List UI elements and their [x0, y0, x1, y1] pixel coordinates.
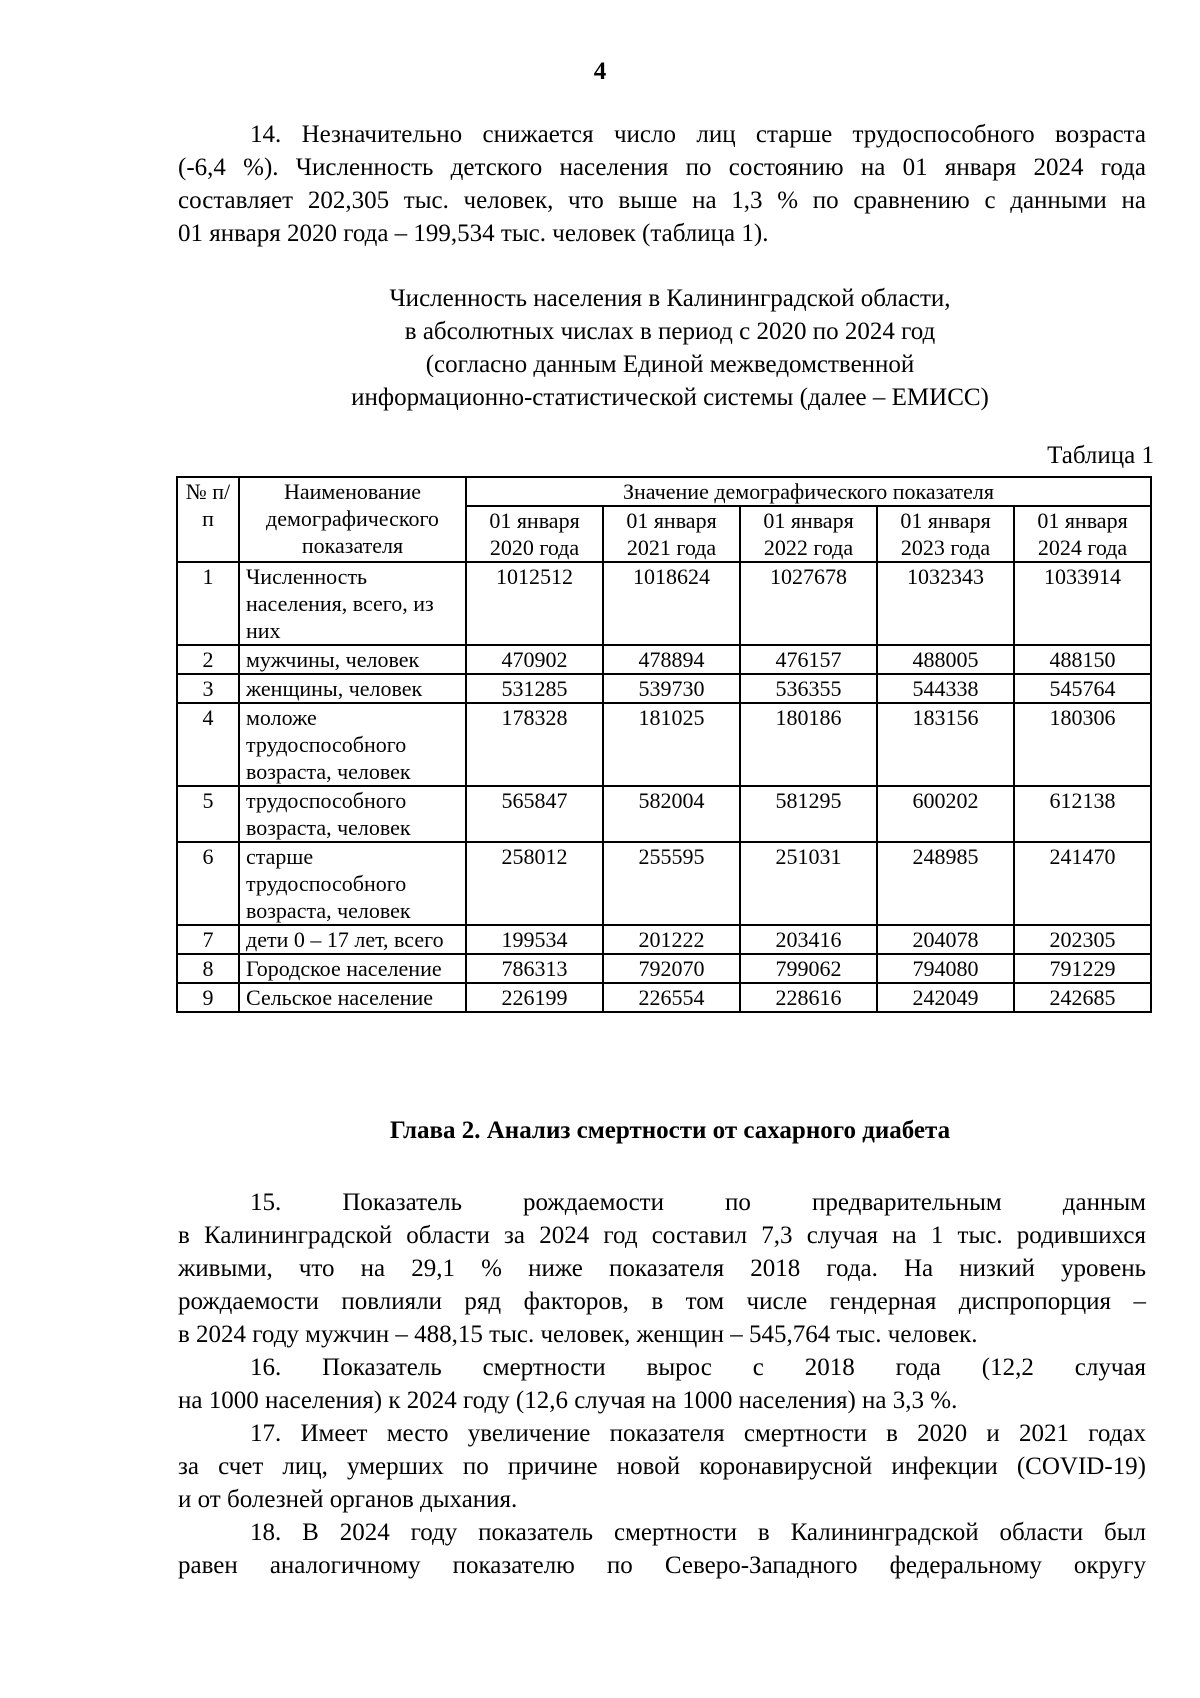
row-value: 539730 [603, 674, 740, 703]
row-indicator-name: моложе трудоспособного возраста, человек [239, 703, 466, 786]
row-number: 6 [177, 842, 239, 925]
paragraph-15 [178, 1186, 1146, 1351]
row-value: 242049 [877, 983, 1014, 1012]
paragraph-line: рождаемости повлияли ряд факторов, в том числе гендерная диспропорция – [178, 1288, 1146, 1315]
row-number: 9 [177, 983, 239, 1012]
row-value: 531285 [466, 674, 603, 703]
caption-line: информационно-статистической системы (далее – ЕМИСС) [351, 384, 989, 411]
row-value: 255595 [603, 842, 740, 925]
row-value: 1032343 [877, 562, 1014, 645]
paragraph-18 [178, 1516, 1146, 1582]
row-number: 7 [177, 925, 239, 954]
row-value: 565847 [466, 786, 603, 842]
row-value: 799062 [740, 954, 877, 983]
row-value: 203416 [740, 925, 877, 954]
row-indicator-name: Численность населения, всего, из них [239, 562, 466, 645]
row-value: 581295 [740, 786, 877, 842]
paragraph-line: 17. Имеет место увеличение показателя смертности в 2020 и 2021 годах [250, 1420, 1146, 1447]
row-value: 242685 [1014, 983, 1151, 1012]
row-value: 582004 [603, 786, 740, 842]
row-value: 178328 [466, 703, 603, 786]
row-value: 478894 [603, 645, 740, 674]
header-year: 01 января 2024 года [1014, 506, 1151, 562]
row-indicator-name: женщины, человек [239, 674, 466, 703]
table-row [177, 842, 1151, 925]
table-row [177, 954, 1151, 983]
paragraph-line: за счет лиц, умерших по причине новой коронавирусной инфекции (COVID-19) [178, 1453, 1146, 1480]
row-value: 199534 [466, 925, 603, 954]
row-value: 183156 [877, 703, 1014, 786]
table-row [177, 925, 1151, 954]
row-value: 251031 [740, 842, 877, 925]
paragraph-line: на 1000 населения) к 2024 году (12,6 случая на 1000 населения) на 3,3 %. [178, 1387, 958, 1414]
row-indicator-name: Сельское население [239, 983, 466, 1012]
row-number: 8 [177, 954, 239, 983]
row-value: 181025 [603, 703, 740, 786]
row-value: 226554 [603, 983, 740, 1012]
paragraph-line: 14. Незначительно снижается число лиц старше трудоспособного возраста [250, 121, 1146, 148]
paragraph-line: составляет 202,305 тыс. человек, что выше на 1,3 % по сравнению с данными на [178, 187, 1146, 214]
row-value: 1012512 [466, 562, 603, 645]
row-indicator-name: дети 0 – 17 лет, всего [239, 925, 466, 954]
row-value: 204078 [877, 925, 1014, 954]
header-year: 01 января 2021 года [603, 506, 740, 562]
table-row [177, 645, 1151, 674]
row-value: 248985 [877, 842, 1014, 925]
row-indicator-name: старше трудоспособного возраста, человек [239, 842, 466, 925]
row-value: 488005 [877, 645, 1014, 674]
row-value: 1018624 [603, 562, 740, 645]
paragraph-line: в Калининградской области за 2024 год составил 7,3 случая на 1 тыс. родившихся [178, 1222, 1146, 1249]
paragraph-line: 18. В 2024 году показатель смертности в Калининградской области был [250, 1519, 1146, 1546]
table-row [177, 983, 1151, 1012]
row-indicator-name: трудоспособного возраста, человек [239, 786, 466, 842]
table-caption [0, 282, 1200, 414]
paragraph-line: живыми, что на 29,1 % ниже показателя 2018 года. На низкий уровень [178, 1255, 1146, 1282]
table-row [177, 562, 1151, 645]
row-value: 600202 [877, 786, 1014, 842]
row-value: 201222 [603, 925, 740, 954]
page-number: 4 [593, 58, 607, 85]
paragraph-17 [178, 1417, 1146, 1516]
table-row [177, 703, 1151, 786]
paragraph-line: 01 января 2020 года – 199,534 тыс. человек (таблица 1). [178, 220, 769, 247]
row-value: 226199 [466, 983, 603, 1012]
caption-line: Численность населения в Калининградской области, [389, 285, 951, 312]
chapter-title: Глава 2. Анализ смертности от сахарного диабета [389, 1117, 951, 1144]
row-value: 202305 [1014, 925, 1151, 954]
header-name-col: Наименование демографического показателя [239, 477, 466, 562]
demographic-table [176, 476, 1152, 1013]
row-value: 791229 [1014, 954, 1151, 983]
row-value: 786313 [466, 954, 603, 983]
header-year: 01 января 2023 года [877, 506, 1014, 562]
header-year: 01 января 2020 года [466, 506, 603, 562]
table-row [177, 674, 1151, 703]
row-number: 3 [177, 674, 239, 703]
row-value: 1033914 [1014, 562, 1151, 645]
header-num-col: № п/п [177, 477, 239, 562]
paragraph-line: и от болезней органов дыхания. [178, 1486, 518, 1513]
row-value: 1027678 [740, 562, 877, 645]
row-value: 792070 [603, 954, 740, 983]
paragraph-line: 15. Показатель рождаемости по предварительным данным [250, 1189, 1146, 1216]
row-number: 2 [177, 645, 239, 674]
row-number: 5 [177, 786, 239, 842]
caption-line: (согласно данным Единой межведомственной [425, 351, 915, 378]
paragraph-14 [178, 118, 1146, 250]
table-row [177, 786, 1151, 842]
row-value: 544338 [877, 674, 1014, 703]
paragraph-line: (-6,4 %). Численность детского населения по состоянию на 01 января 2024 года [178, 154, 1146, 181]
table-label: Таблица 1 [1047, 442, 1154, 469]
paragraph-line: 16. Показатель смертности вырос с 2018 года (12,2 случая [250, 1354, 1146, 1381]
row-value: 180186 [740, 703, 877, 786]
caption-line: в абсолютных числах в период с 2020 по 2024 год [404, 318, 936, 345]
row-value: 612138 [1014, 786, 1151, 842]
row-number: 1 [177, 562, 239, 645]
row-value: 476157 [740, 645, 877, 674]
row-value: 488150 [1014, 645, 1151, 674]
paragraph-line: в 2024 году мужчин – 488,15 тыс. человек, женщин – 545,764 тыс. человек. [178, 1321, 978, 1348]
row-value: 545764 [1014, 674, 1151, 703]
row-value: 470902 [466, 645, 603, 674]
row-value: 258012 [466, 842, 603, 925]
header-group: Значение демографического показателя [466, 477, 1151, 506]
header-year: 01 января 2022 года [740, 506, 877, 562]
paragraph-line: равен аналогичному показателю по Северо-Западного федеральному округу [178, 1552, 1146, 1579]
row-number: 4 [177, 703, 239, 786]
row-value: 180306 [1014, 703, 1151, 786]
row-value: 536355 [740, 674, 877, 703]
row-value: 794080 [877, 954, 1014, 983]
row-indicator-name: Городское население [239, 954, 466, 983]
row-value: 241470 [1014, 842, 1151, 925]
row-value: 228616 [740, 983, 877, 1012]
paragraph-16 [178, 1351, 1146, 1417]
row-indicator-name: мужчины, человек [239, 645, 466, 674]
